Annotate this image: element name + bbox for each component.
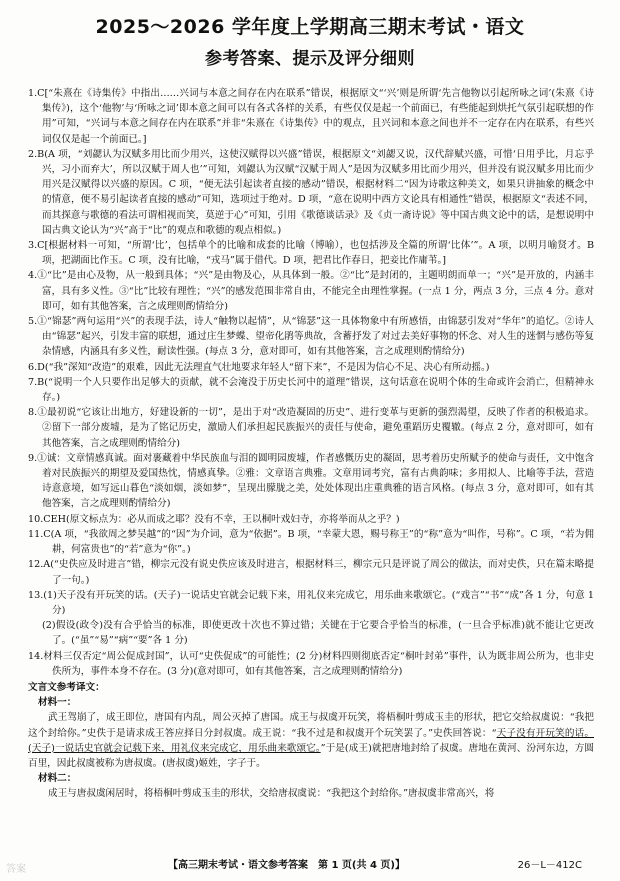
translation-heading: 文言文参考译文： <box>28 681 105 693</box>
answer-item-6: 6.D(“我”深知“改造”的艰难，因此无法理直气壮地要求年轻人“留下来”，不是因为信心不足、决心有所动摇。) <box>28 361 490 373</box>
page-subtitle: 参考答案、提示及评分细则 <box>205 49 415 69</box>
q13-part-1: (1)天子没有开玩笑的话。(天子)一说话史官就会记载下来，用礼仪来完成它，用乐曲来歌颂它。(“戏言”“书”“成”各 1 分，句意 1 分) <box>43 589 594 616</box>
page-footer <box>0 856 620 875</box>
material-1-label: 材料一： <box>38 697 77 709</box>
answer-item-1: 1.C[“朱熹在《诗集传》中指出……兴词与本意之间存在内在联系”错误，根据原文“‘兴’则是所谓‘先言他物以引起所咏之词’(朱熹《诗集传》)，这个‘他物’与‘所咏之词’即本意之间可以有各式各样的关系，有些仅仅是起一个前面已，有些能起到烘托气氛引起联想的作用”可知，“兴词与本意之间存在内在联系”并非“朱熹在《诗集传》中的观点，且兴词和本意之间也并不一定存在内在联系，有些兴词仅仅是起一个前面已。] <box>28 88 594 145</box>
page-title: 2025～2026 学年度上学期高三期末考试・语文 <box>95 16 525 38</box>
footer-page-info: 【高三期末考试・语文参考答案 第 1 页(共 4 页)】 <box>168 860 405 871</box>
material-2-label: 材料二： <box>38 773 77 785</box>
answer-item-7: 7.B(“说明一个人只要作出足够大的贡献，就不会淹没于历史长河中的道理”错误，这句话意在说明个体的生命或许会消亡，但精神永存。) <box>28 376 594 404</box>
answer-item-11: 11.C(A 项，“我欲周之梦吴越”的“因”为介词，意为“依据”。B 项，“幸蒙大恩，赐号称王”的“称”意为“叫作，号称”。C 项，“若为佣耕，何富贵也”的“若”意为“你”。) <box>28 528 594 556</box>
answer-item-13: 13.(1)天子没有开玩笑的话。(天子)一说话史官就会记载下来，用礼仪来完成它，用乐曲来歌颂它。(“戏言”“书”“成”各 1 分，句意 1 分) <box>28 589 594 616</box>
material-1-translation: 武王驾崩了，成王即位，唐国有内乱，周公灭掉了唐国。成王与叔虞开玩笑，将梧桐叶剪成玉圭的形状，把它交给叔虞说：“我把这个封给你。”史佚于是请求成王答应择日分封叔虞。成王说：“我不过是和叔虞开个玩笑罢了。”史佚回答说：“天子没有开玩笑的话。(天子)一说话史官就会记载下来，用礼仪来完成它，用乐曲来歌颂它。”于是(成王)就把唐地封给了叔虞。唐地在黄河、汾河东边，方圆百里，因此叔虞被称为唐叔虞。(唐叔虞)姬姓，字子于。 <box>28 712 595 769</box>
footer-code: 26－L－412C <box>517 860 582 871</box>
answer-item-9: 9.①诚：文章情感真诚。面对裹藏着中华民族血与泪的圆明园废墟，作者感慨历史的凝固，思考着历史所赋予的使命与责任，文中饱含着对民族振兴的期望及爱国热忱，情感真挚。②雅：文章语言典雅。文章用词考究，富有古典韵味；多用拟人、比喻等手法，营造诗意意境，如写远山暮色“淡如烟，淡如梦”，呈现出朦胧之美，处处体现出庄重典雅的语言风格。(每点 3 分，意对即可，如有其他答案，言之成理则酌情给分) <box>28 452 594 510</box>
answer-item-10: 10.CEH(原文标点为：必从而成之耶？没有不幸，王以桐叶戏妇寺，亦将举而从之乎？) <box>28 513 400 525</box>
underlined-sentence: 天子没有开玩笑的话。(天子)一说话史官就会记载下来，用礼仪来完成它，用乐曲来歌颂它。 <box>28 727 594 754</box>
answer-item-5: 5.①“锦瑟”两句运用“兴”的表现手法，诗人“触物以起情”，从“锦瑟”这一具体物象中有所感悟，由锦瑟引发对“华年”的追忆。②诗人由“锦瑟”起兴，引发丰富的联想，通过庄生梦蝶、望帝化鹃等典故，含蓄抒发了对过去美好事物的怀念、对人生的迷惘与感伤等复杂情感，内涵具有多义性，耐读性强。(每点 3 分，意对即可，如有其他答案，言之成理则酌情给分) <box>28 316 594 358</box>
answer-body <box>28 86 594 802</box>
answer-item-12: 12.A(“史佚应及时进言”错，柳宗元没有说史佚应该及时进言，根据材料三，柳宗元只是评说了周公的做法，而对史佚，只在篇末略提了一句。) <box>28 559 594 586</box>
material-2-translation: 成王与唐叔虞闲居时，将梧桐叶剪成玉圭的形状，交给唐叔虞说：“我把这个封给你。”唐叔虞非常高兴，将 <box>48 788 495 800</box>
watermark: 答案 <box>6 864 26 875</box>
answer-item-3: 3.C[根据材料一可知，“所谓‘比’，包括单个的比喻和成套的比喻（博喻），也包括涉及全篇的所谓‘比体’”。A 项，以明月喻贤才。B 项，把湖面比作玉。C 项，没有比喻，“戎马”属于借代。D 项，把君比作春日，把妾比作庸苇。] <box>28 240 594 267</box>
answer-item-2: 2.B(A 项，“刘勰认为汉赋多用比而少用兴，这使汉赋得以兴盛”错误，根据原文“刘勰又说，汉代辞赋兴盛，可惜‘日用乎比，月忘乎兴，习小而弃大’，所以汉赋于周人也’”可知，刘勰认为汉赋“汉赋于周人”是因为汉赋多用比而少用兴，但并没有说汉赋多用比而少用兴是汉赋得以兴盛的原因。C 项，“便无法引起读者直接的感动”错误，根据材料二“因为诗歌这种美文，如果只讲抽象的概念中的情意，便不易引起读者直接的感动”可知，选项过于绝对。D 项，“意在说明中西方文论具有相通性”错误，根据原文“表述不同，而其探意与歌德的看法可谓相视而笑，莫逆于心”可知，引用《歌德谈话录》及《贞一斋诗说》等中国古典文论中的话，是想说明中国古典文论认为“兴”高于“比”的观点和歌德的观点相似。) <box>28 148 594 236</box>
answer-item-14: 14.材料三仅否定“周公促成封国”，认可“史佚促成”的可能性；(2 分)材料四则彻底否定“桐叶封弟”事件，认为既非周公所为，也非史佚所为，事件本身不存在。(3 分)(意对即可，如有其他答案，言之成理则酌情给分) <box>28 650 594 677</box>
answer-item-4: 4.①“比”是由心及物，从一般到具体；“兴”是由物及心，从具体到一般。②“比”是封闭的，主题明朗而单一；“兴”是开放的，内涵丰富，具有多义性。③“比”比较有理性；“兴”的感发范围非常自由，不能完全由理性掌握。(一点 1 分，两点 3 分，三点 4 分。意对即可，如有其他答案，言之成理则酌情给分) <box>28 270 594 312</box>
q13-part-2: (2)假设(政令)没有合乎恰当的标准，即使更改十次也不算过错；关键在于它要合乎恰当的标准，(一旦合乎标准)就不能让它更改了。(“虽”“易”“病”“要”各 1 分) <box>42 620 594 647</box>
answer-item-8: 8.①最初说“它该让出地方，好建设新的一切”，是出于对“改造凝固的历史”、进行变革与更新的强烈渴望，反映了作者的积极追求。②留下一部分废墟，是为了铭记历史，激励人们承担起民族振兴的责任与使命，避免重蹈历史覆辙。(每点 2 分，意对即可，如有其他答案，言之成理则酌情给分) <box>28 407 594 449</box>
